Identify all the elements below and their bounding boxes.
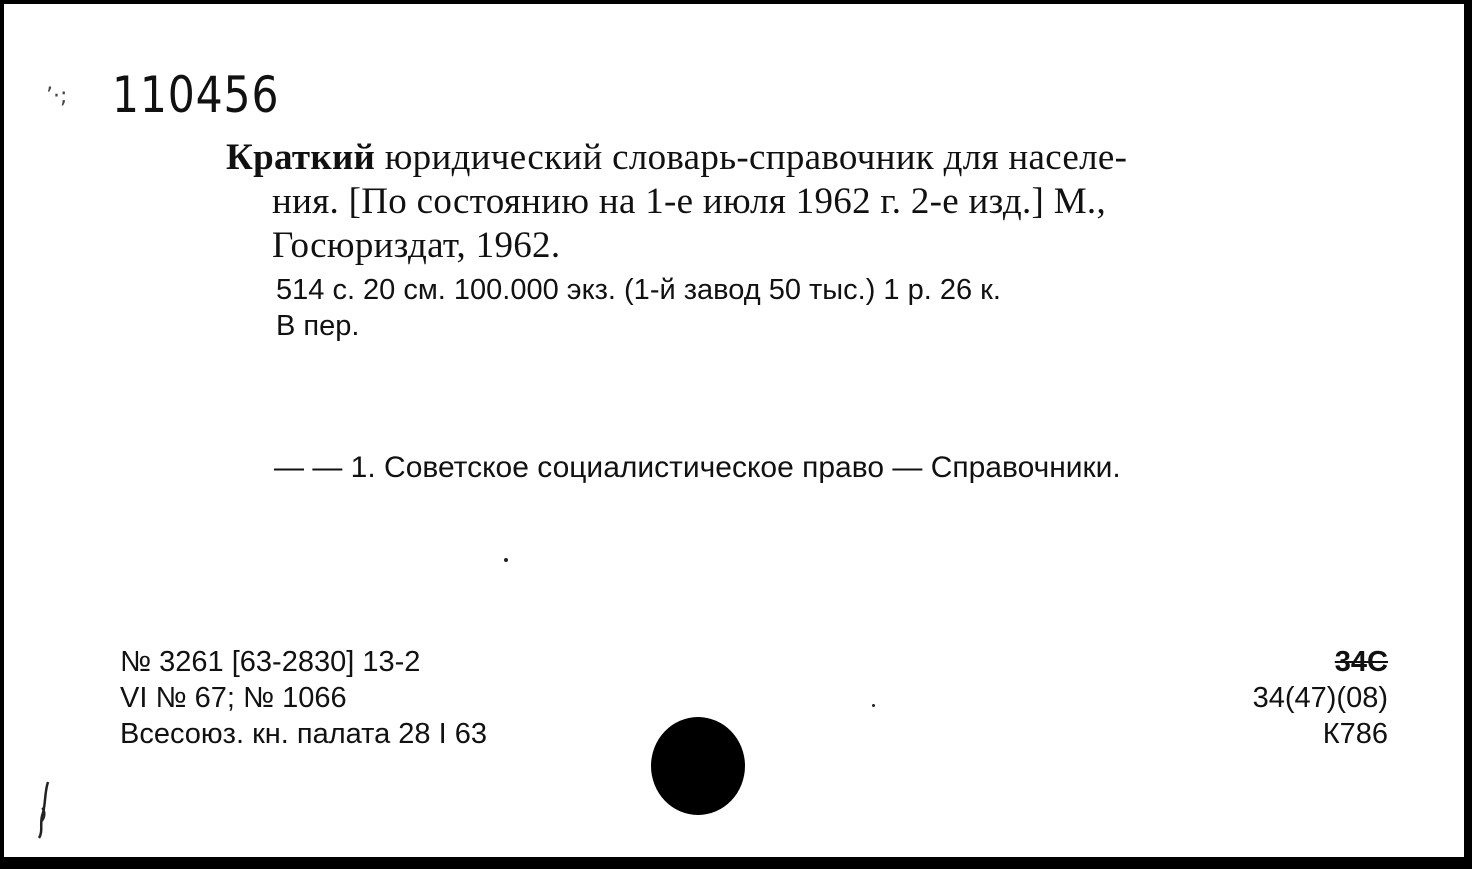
speck (504, 558, 508, 562)
title-line-1 (226, 136, 1396, 180)
author-sign: К786 (1322, 718, 1388, 750)
subject-heading: — — 1. Советское социалистическое право — Справочники. (274, 451, 1121, 484)
title-line-1-rest: юридический словарь-справочник для населе- (375, 137, 1128, 178)
struck-code: 34C (1334, 646, 1388, 678)
title-lead: Краткий (226, 137, 376, 178)
record-line-1: № 3261 [63-2830] 13-2 (120, 646, 421, 678)
classification-block (1253, 644, 1388, 752)
title-block (226, 136, 1396, 268)
collation-line-1: 514 с. 20 см. 100.000 экз. (1-й завод 50 тыс.) 1 р. 26 к. (276, 274, 1001, 306)
title-line-2: ния. [По состоянию на 1-е июля 1962 г. 2-е изд.] М., (272, 181, 1107, 222)
title-line-3: Госюриздат, 1962. (272, 225, 561, 266)
collation-line-2: В пер. (276, 310, 360, 342)
speck (872, 704, 875, 707)
pencil-mark-icon (30, 778, 60, 842)
catalog-card (4, 4, 1464, 857)
inventory-mark: ’·; (46, 84, 68, 109)
punch-hole (651, 717, 745, 815)
record-block (120, 644, 487, 752)
inventory-number: 110456 (112, 66, 280, 124)
collation-block (276, 272, 1001, 344)
record-line-3: Всесоюз. кн. палата 28 I 63 (120, 718, 487, 750)
udc-code: 34(47)(08) (1252, 682, 1388, 714)
record-line-2: VI № 67; № 1066 (120, 682, 347, 714)
